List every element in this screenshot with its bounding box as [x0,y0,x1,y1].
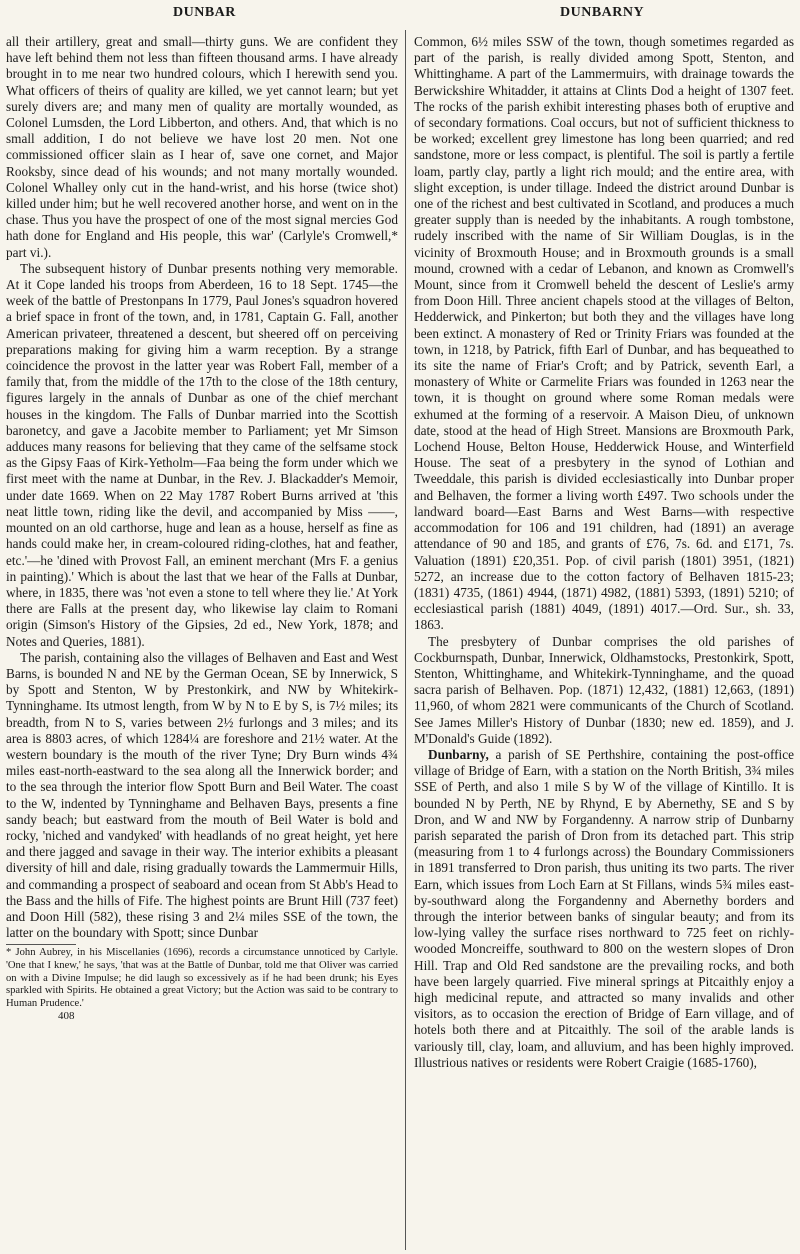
page-number: 408 [58,1010,75,1023]
entry-headword: Dunbarny, [428,746,489,762]
running-header-left: DUNBAR [173,5,236,20]
left-paragraph-2: The subsequent history of Dunbar presents nothing very memorable. At it Cope landed his troops from Aberdeen, 16 to 18 Sept. 1745—the week of the battle of Prestonpans In 1779, Paul Jones's squadron hovered a brief space in front of the town, and, in 1781, Captain G. Fall, another American privateer, threatened a descent, but sheered off on perceiving preparations making for giving him a warm reception. By a strange coincidence the provost in the latter year was Robert Fall, member of a family that, from the middle of the 17th to the close of the 18th century, figures largely in the annals of Dunbar as one of the chief merchant houses in the kingdom. The Falls of Dunbar married into the Scottish baronetcy, and gave a Jacobite member to Parliament; yet Mr Simson adduces many reasons for believing that they came of the selfsame stock as the Gipsy Faas of Kirk-Yetholm—Faa being the form under which we first meet with the name at Dunbar, in the Rev. J. Blackadder's Memoir, under date 1669. When on 22 May 1787 Robert Burns arrived at 'this neat little town, riding like the devil, and accompanied by Miss ——, mounted on an old carthorse, huge and lean as a house, herself as fine as hands could make her, in cream-coloured riding-clothes, hat and feather, etc.'—he 'dined with Provost Fall, an eminent merchant (Mrs F. a genius in painting).' Which is about the last that we hear of the Falls at Dunbar, where, in 1835, there was 'not even a stone to tell where they lie.' At York there are Falls at the present day, who likewise lay claim to Romani origin (Simson's History of the Gipsies, 2d ed., New York, 1878; and Notes and Queries, 1881). [6,260,398,649]
right-column [414,34,794,1248]
footnote: * John Aubrey, in his Miscellanies (1696), records a circumstance unnoticed by Carlyle. 'One that I knew,' he says, 'that was at the Battle of Dunbar, told me that Oliver was carried on with a Divine Impulse; he did laugh so excessively as if he had been drunk; his Eyes sparkled with Spirits. He obtained a great Victory; but the Action was said to be contrary to Human Prudence.' [6,947,398,1009]
left-column [6,34,398,1248]
left-paragraph-1: all their artillery, great and small—thirty guns. We are confident they have left behind them not less than fifteen thousand arms. I have already brought in to me near two hundred colours, which I herewith send you. What officers of theirs of quality are killed, we yet cannot learn; but yet surely divers are; and many men of quality are mortally wounded, as Colonel Lumsden, the Lord Libberton, and others. And, that which is no small addition, I do not believe we have lost 20 men. Not one commissioned officer slain as I hear of, save one cornet, and Major Rooksby, since dead of his wounds; and not many mortally wounded. Colonel Whalley only cut in the hand-wrist, and his horse (twice shot) killed under him; but he well recovered another horse, and went on in the chase. Thus you have the prospect of one of the most signal mercies God hath done for England and His people, this war' (Carlyle's Cromwell,* part vi.). [6,34,398,260]
footnote-rule [6,944,76,945]
left-paragraph-3: The parish, containing also the villages of Belhaven and East and West Barns, is bounded N and NE by the German Ocean, SE by Innerwick, S by Spott and Stenton, W by Prestonkirk, and NW by Whitekirk-Tynninghame. Its utmost length, from W by N to E by S, is 7½ miles; its breadth, from N to S, varies between 2½ furlongs and 3 miles; and its area is 8803 acres, of which 1284¼ are foreshore and 21½ water. At the western boundary is the mouth of the river Tyne; Dry Burn winds 4¾ miles east-north-eastward to the sea along all the Innerwick border; and to the sea through the interior flow Spott Burn and Beil Water. The coast to the W, indented by Tynninghame and Belhaven Bays, presents a fine sandy beach; but eastward from the mouth of Beil Water is bold and rocky, 'niched and vandyked' with headlands of no great height, yet here and there jagged and savage in their way. The interior exhibits a pleasant diversity of hill and dale, rising gradually towards the Lammermuir Hills, and commanding a prospect of seaboard and ocean from St Abb's Head to the Bass and the hills of Fife. The highest points are Brunt Hill (737 feet) and Doon Hill (582), these rising 3 and 2¼ miles SSE of the town, the latter on the boundary with Spott; since Dunbar [6,649,398,941]
column-divider [405,30,406,1250]
right-paragraph-3 [414,747,794,1071]
running-header-right: DUNBARNY [560,5,645,20]
right-paragraph-1: Common, 6½ miles SSW of the town, though sometimes regarded as part of the parish, is really divided among Spott, Stenton, and Whittinghame. A part of the Lammermuirs, with drainage towards the Berwickshire Whitadder, it attains at Clints Dod a height of 1307 feet. The rocks of the parish exhibit interesting phases both of eruptive and of secondary formations. Coal occurs, but not of sufficient thickness to be worked; excellent grey limestone has long been quarried; and red sandstone, more or less compact, is plentiful. The soil is partly a fertile loam, partly clay, partly a light rich mould; and the entire area, with slight exception, is under tillage. Indeed the district around Dunbar is one of the richest and best cultivated in Scotland, and produces a much greater supply than is needed by the inhabitants. A rough tombstone, rudely inscribed with the name of Sir William Douglas, is in the vicinity of Broxmouth House; and in Broxmouth grounds is a small mound, crowned with a cedar of Lebanon, and known as Cromwell's Mount, since from it Cromwell beheld the descent of Leslie's army from Doon Hill. Three ancient chapels stood at the villages of Belton, Hedderwick, and Pinkerton; but both they and the villages have long been extinct. A monastery of Red or Trinity Friars was founded at the town, in 1218, by Patrick, fifth Earl of Dunbar, and has bequeathed to its site the name of Friar's Croft; and by Patrick, seventh Earl, a monastery of White or Carmelite Friars was founded in 1263 near the town, it is thought on ground where some Roman medals were exhumed at the forming of a reservoir. A Maison Dieu, of unknown date, stood at the head of High Street. Mansions are Broxmouth Park, Lochend House, Belton House, Hedderwick House, and Winterfield House. The seat of a presbytery in the synod of Lothian and Tweeddale, this parish is divided ecclesiastically into Dunbar proper and Belhaven, the former a living worth £497. Two schools under the landward board—East Barns and West Barns—with respective accommodation for 106 and 191 children, had (1891) an average attendance of 90 and 185, and grants of £76, 7s. 6d. and £171, 7s. Valuation (1891) £20,351. Pop. of civil parish (1801) 3951, (1821) 5272, an increase due to the cotton factory of Belhaven 1815-23; (1831) 4735, (1861) 4944, (1871) 4982, (1881) 5393, (1891) 5210; of ecclesiastical parish (1881) 4049, (1891) 4017.—Ord. Sur., sh. 33, 1863. [414,34,794,633]
right-paragraph-2: The presbytery of Dunbar comprises the old parishes of Cockburnspath, Dunbar, Innerwick, Oldhamstocks, Prestonkirk, Spott, Stenton, Whittinghame, and Whitekirk-Tynninghame, and the quoad sacra parish of Belhaven. Pop. (1871) 12,432, (1881) 12,663, (1891) 11,960, of whom 2821 were communicants of the Church of Scotland. See James Miller's History of Dunbar (1830; new ed. 1859), and J. M'Donald's Guide (1892). [414,633,794,746]
entry-text: a parish of SE Perthshire, containing the post-office village of Bridge of Earn, with a station on the North British, 3¾ miles SSE of Perth, and also 1 mile S by W of the village of Kintillo. It is bounded N by Perth, NE by Rhynd, E by Abernethy, SE and S by Dron, and W and NW by Forgandenny. A narrow strip of Dunbarny parish separated the parish of Dron from its detached part. This strip (measuring from 1 to 4 furlongs across) the Boundary Commissioners in 1891 transferred to Dron parish, thus uniting its two parts. The river Earn, which issues from Loch Earn at St Fillans, winds 5¾ miles east-by-southward along the Forgandenny and Abernethy borders and through the interior between banks of singular beauty; and from its low-lying valley the surface rises northward to 725 feet on richly-wooded Moncreiffe, southward to 800 on the western slopes of Dron Hill. Trap and Old Red sandstone are the prevailing rocks, and both have been largely quarried. Five mineral springs at Pitcaithly enjoy a high medicinal repute, and attracted so many invalids and other visitors, as to occasion the erection of Bridge of Earn village, and of hotels both there and at Pitcaithly. The soil of the arable lands is variously till, clay, loam, and alluvium, and has been highly improved. Illustrious natives or residents were Robert Craigie (1685-1760), [414,746,794,1070]
